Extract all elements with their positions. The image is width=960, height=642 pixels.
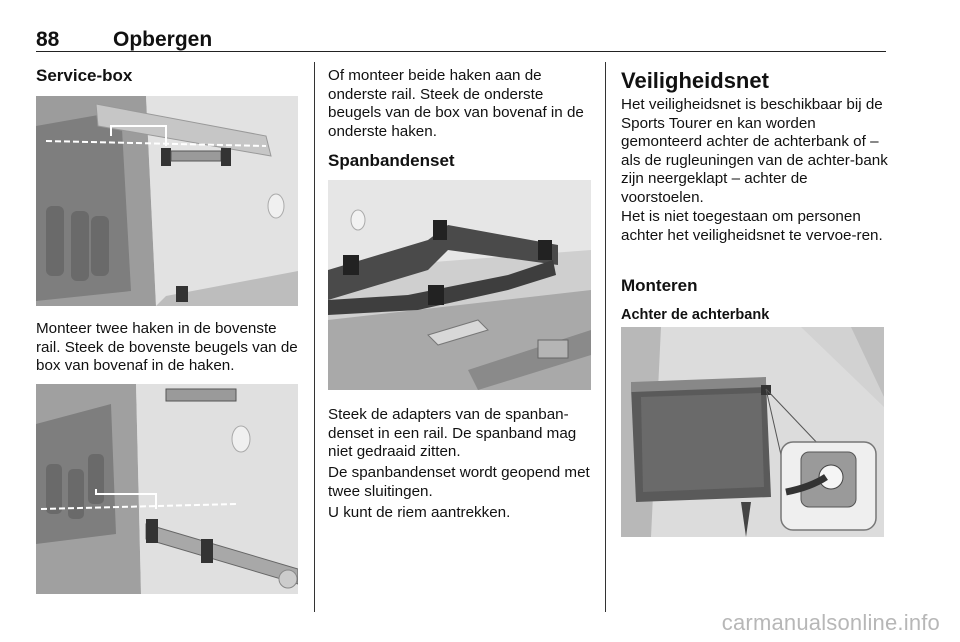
watermark: carmanualsonline.info — [721, 610, 940, 635]
paragraph-safety-net-warning: Het is niet toegestaan om personen achter het veiligheidsnet te vervoe-ren. — [621, 208, 883, 244]
header-divider — [36, 51, 886, 52]
column-divider-2 — [605, 62, 606, 612]
illustration-spanbandenset — [328, 180, 591, 390]
paragraph-closures: De spanbandenset wordt geopend met twee sluitingen. — [328, 464, 590, 500]
page-number: 88 — [36, 28, 60, 51]
column-divider-1 — [314, 62, 315, 612]
section-heading-veiligheidsnet: Veiligheidsnet — [621, 68, 769, 93]
illustration-service-box-top-rail — [36, 96, 298, 306]
subheading-achter-de-achterbank: Achter de achterbank — [621, 307, 770, 323]
section-heading-service-box: Service-box — [36, 66, 133, 85]
paragraph-bottom-rail-instructions: Of monteer beide haken aan de onderste rail. Steek de onderste beugels van de box van bovenaf in de onderste haken. — [328, 67, 584, 140]
illustration-service-box-bottom-rail — [36, 384, 298, 594]
paragraph-safety-net-availability: Het veiligheidsnet is beschikbaar bij de Sports Tourer en kan worden gemonteerd achter de achterbank of – als de rugleuningen van de achter-bank zijn neergeklapt – achter de voorstoelen. — [621, 96, 888, 206]
chapter-title: Opbergen — [113, 28, 213, 51]
paragraph-tighten-strap: U kunt de riem aantrekken. — [328, 504, 511, 521]
illustration-safety-net-mounting — [621, 327, 884, 537]
paragraph-adapters: Steek de adapters van de spanban-denset in een rail. De spanband mag niet gedraaid zitten. — [328, 406, 577, 460]
subheading-monteren: Monteren — [621, 276, 698, 295]
section-heading-spanbandenset: Spanbandenset — [328, 151, 455, 170]
paragraph-service-box-instructions: Monteer twee haken in de bovenste rail. Steek de bovenste beugels van de box van bovenaf in de haken. — [36, 320, 298, 374]
